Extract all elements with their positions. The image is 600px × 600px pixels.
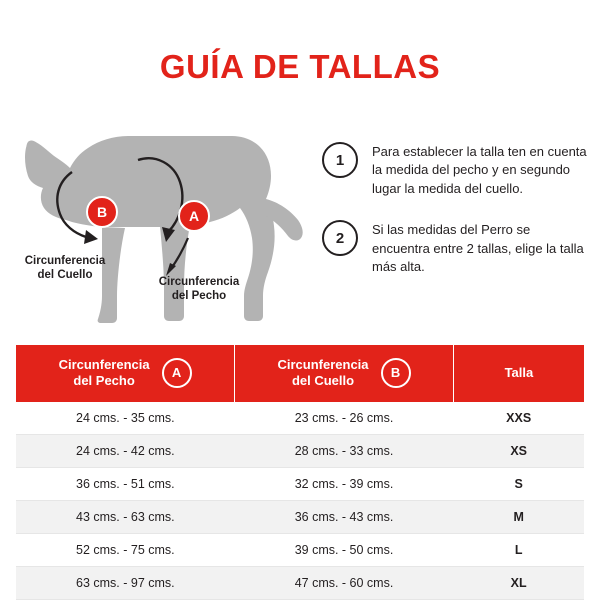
dog-rear-leg-shape [160,225,190,321]
chest-caption-line2: del Pecho [171,290,227,303]
table-row [16,533,584,566]
table-header-row [16,345,584,402]
neck-caption-line1: Circunferencia [24,255,106,267]
dog-illustration [10,120,310,335]
table-row [16,566,584,599]
header-chest-marker-a: A [162,358,192,388]
cell-chest: 24 cms. - 35 cms. [16,402,235,435]
header-chest-line1: Circunferencia [58,357,150,372]
table-row [16,500,584,533]
table-row [16,467,584,500]
cell-size: S [453,467,584,500]
cell-neck: 28 cms. - 33 cms. [235,434,454,467]
step-number: 2 [322,220,358,256]
cell-chest: 43 cms. - 63 cms. [16,500,235,533]
step-number: 1 [322,142,358,178]
cell-chest: 52 cms. - 75 cms. [16,533,235,566]
header-size-line1: Talla [504,365,534,381]
size-table-head [16,345,584,402]
header-neck-marker-b: B [381,358,411,388]
header-chest [16,345,235,402]
badge-a: A [178,200,210,232]
cell-neck: 32 cms. - 39 cms. [235,467,454,500]
cell-neck: 36 cms. - 43 cms. [235,500,454,533]
header-neck [235,345,454,402]
header-size [453,345,584,402]
step-item [322,142,590,198]
instruction-steps [322,142,590,299]
size-table-wrapper [16,345,584,600]
header-chest-line2: del Pecho [73,373,135,389]
step-text: Si las medidas del Perro se encuentra entre 2 tallas, elige la talla más alta. [372,222,584,275]
cell-size: XS [453,434,584,467]
step-text: Para establecer la talla ten en cuenta la medida del pecho y en segundo lugar la medida del cuello. [372,144,587,196]
header-neck-line1: Circunferencia [277,357,369,372]
cell-neck: 23 cms. - 26 cms. [235,402,454,435]
cell-chest: 24 cms. - 42 cms. [16,434,235,467]
table-row [16,434,584,467]
cell-chest: 36 cms. - 51 cms. [16,467,235,500]
cell-size: L [453,533,584,566]
neck-arrow-head [84,230,98,244]
step-item [322,220,590,276]
table-row [16,402,584,435]
size-table-body [16,402,584,600]
cell-neck: 47 cms. - 60 cms. [235,566,454,599]
badge-b: B [86,196,118,228]
cell-size: M [453,500,584,533]
neck-caption [10,254,120,283]
cell-neck: 39 cms. - 50 cms. [235,533,454,566]
neck-caption-line2: del Cuello [37,269,93,282]
cell-size: XL [453,566,584,599]
page-title: GUÍA DE TALLAS [159,48,441,85]
cell-chest: 63 cms. - 97 cms. [16,566,235,599]
chest-caption [144,275,254,304]
cell-size: XXS [453,402,584,435]
header-neck-line2: del Cuello [291,373,355,389]
size-table [16,345,584,600]
chest-caption-line1: Circunferencia [158,276,240,288]
